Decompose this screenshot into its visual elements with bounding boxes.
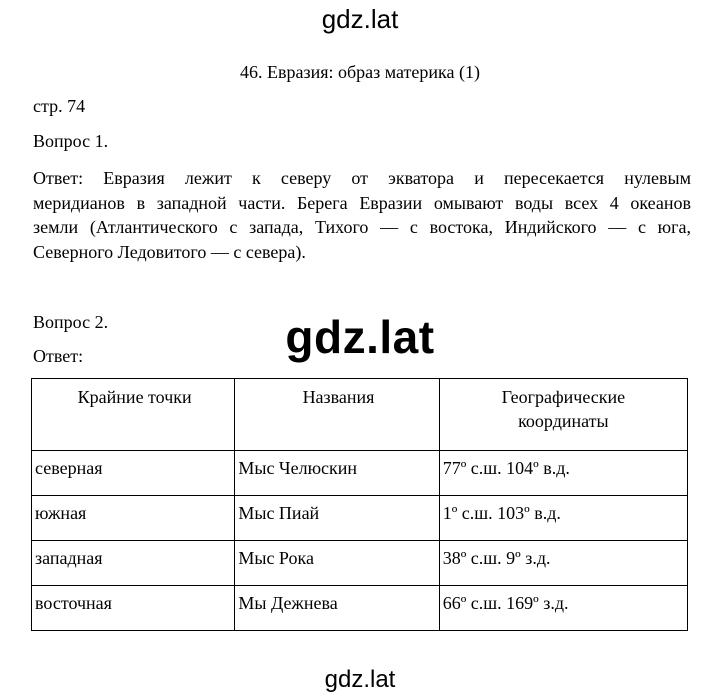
table-cell: Мы Дежнева bbox=[235, 586, 439, 631]
table-cell: 1º с.ш. 103º в.д. bbox=[439, 496, 687, 541]
answer-line: меридианов в западной части. Берега Евразии омывают воды всех 4 океанов bbox=[33, 192, 691, 213]
table-cell: Мыс Челюскин bbox=[235, 451, 439, 496]
answer-line: Северного Ледовитого — с севера). bbox=[33, 241, 306, 262]
question-2-answer-label: Ответ: bbox=[33, 346, 84, 366]
table-cell: 77º с.ш. 104º в.д. bbox=[439, 451, 687, 496]
table-header-row bbox=[32, 379, 688, 451]
answer-line: земли (Атлантического с запада, Тихого — с востока, Индийского — с юга, bbox=[33, 217, 691, 237]
watermark-top: gdz.lat bbox=[321, 4, 399, 34]
table-row bbox=[32, 541, 688, 586]
table-cell: 38º с.ш. 9º з.д. bbox=[439, 541, 687, 586]
table-row bbox=[32, 586, 688, 631]
table-cell: восточная bbox=[32, 586, 235, 631]
table-row bbox=[32, 451, 688, 496]
header-names: Названия bbox=[235, 379, 439, 451]
table-cell: Мыс Рока bbox=[235, 541, 439, 586]
watermark-middle: gdz.lat bbox=[285, 311, 435, 363]
question-2-label: Вопрос 2. bbox=[33, 312, 109, 332]
header-coordinates: Географические координаты bbox=[439, 379, 687, 451]
question-1-answer bbox=[33, 166, 691, 264]
table-cell: северная bbox=[32, 451, 235, 496]
answer-line: Ответ: Евразия лежит к северу от экватора и пересекается нулевым bbox=[33, 168, 691, 188]
table-cell: 66º с.ш. 169º з.д. bbox=[439, 586, 687, 631]
page-number: стр. 74 bbox=[33, 96, 86, 116]
extreme-points-table bbox=[31, 378, 688, 631]
watermark-bottom: gdz.lat bbox=[324, 666, 396, 693]
page-title: 46. Евразия: образ материка (1) bbox=[240, 62, 480, 82]
question-1-label: Вопрос 1. bbox=[33, 131, 109, 151]
table-cell: Мыс Пиай bbox=[235, 496, 439, 541]
table-cell: западная bbox=[32, 541, 235, 586]
table-cell: южная bbox=[32, 496, 235, 541]
header-extreme-points: Крайние точки bbox=[32, 379, 235, 451]
table-row bbox=[32, 496, 688, 541]
